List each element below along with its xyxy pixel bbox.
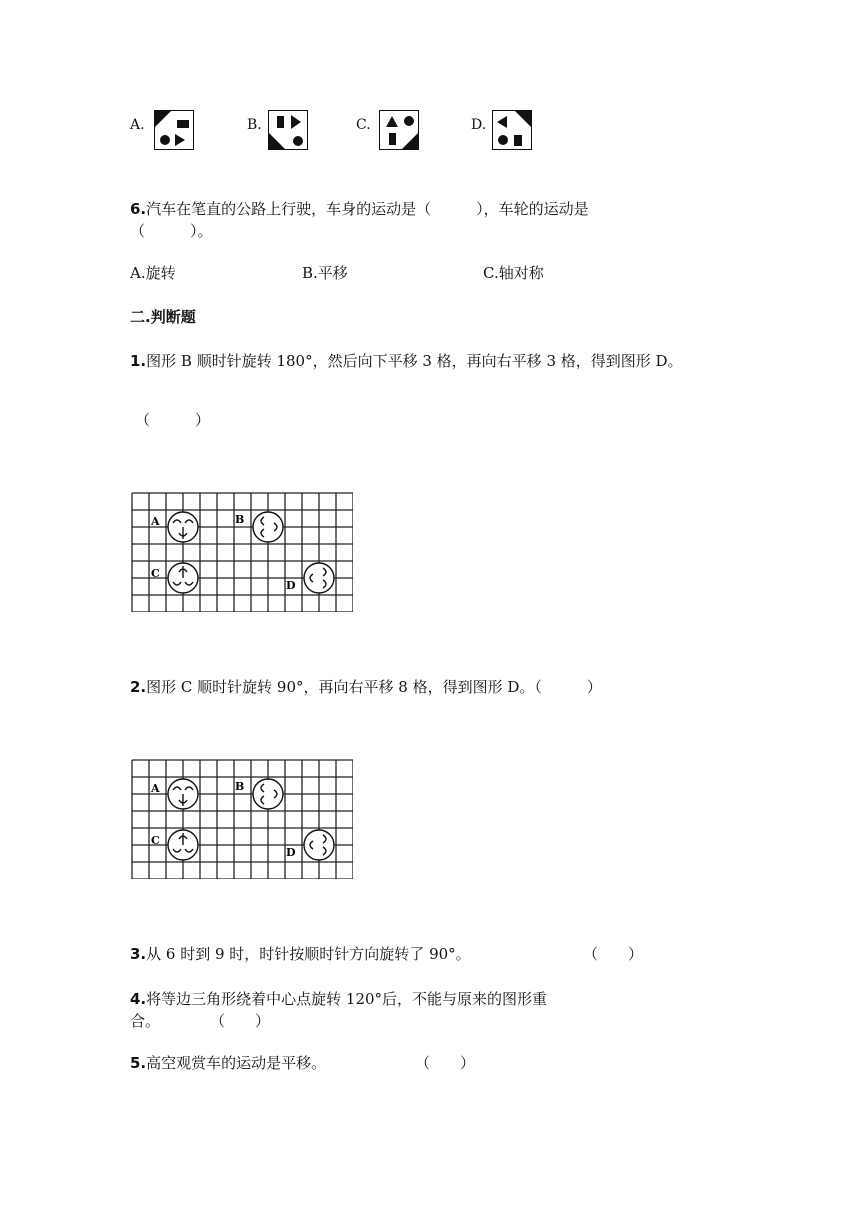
- grid2-label-a: A: [151, 782, 160, 795]
- grid1-label-d: D: [286, 579, 296, 592]
- q6-text-line1: 汽车在笔直的公路上行驶，车身的运动是（ ），车轮的运动是: [146, 200, 589, 218]
- judge-5: [130, 1052, 326, 1074]
- judge-3: [130, 943, 471, 965]
- option-a-label: A.: [130, 117, 145, 133]
- grid2-label-c: C: [151, 834, 160, 847]
- section-title: 二.判断题: [130, 308, 196, 326]
- option-a-figure: [154, 110, 194, 150]
- q6-text-line2: （ ）。: [130, 222, 213, 240]
- judge-5-blank: （ ）: [415, 1054, 476, 1072]
- option-b-figure: [268, 110, 308, 150]
- judge-5-number: 5.: [130, 1054, 147, 1072]
- judge-5-text: 高空观赏车的运动是平移。: [146, 1054, 327, 1072]
- option-c-label: C.: [356, 117, 371, 133]
- face-figure-d: [304, 830, 334, 860]
- q6-number: 6.: [130, 200, 147, 218]
- q6-option-b: B.平移: [302, 264, 348, 282]
- option-d-figure: [492, 110, 532, 150]
- grid2-label-b: B: [235, 780, 245, 793]
- grid-figure-2: [131, 759, 353, 879]
- option-b-label: B.: [247, 117, 262, 133]
- face-figure-b: [253, 779, 283, 809]
- q6-line1: [130, 198, 589, 220]
- judge-3-blank: （ ）: [583, 945, 644, 963]
- option-c-figure: [379, 110, 419, 150]
- face-figure-b: [253, 512, 283, 542]
- judge-4-text2: 合。: [130, 1012, 161, 1030]
- q6-option-a: A.旋转: [130, 264, 176, 282]
- option-d-label: D.: [471, 117, 487, 133]
- judge-2-text: 图形 C 顺时针旋转 90°，再向右平移 8 格，得到图形 D。（ ）: [146, 678, 602, 696]
- judge-4-blank: （ ）: [210, 1012, 271, 1030]
- judge-2-number: 2.: [130, 678, 147, 696]
- judge-1-text: 图形 B 顺时针旋转 180°，然后向下平移 3 格，再向右平移 3 格，得到图形 D。: [146, 352, 683, 370]
- judge-1: [130, 350, 683, 372]
- face-figure-d: [304, 563, 334, 593]
- judge-1-number: 1.: [130, 352, 147, 370]
- judge-3-text: 从 6 时到 9 时，时针按顺时针方向旋转了 90°。: [146, 945, 471, 963]
- judge-4-line2: [130, 1010, 270, 1032]
- grid1-label-c: C: [151, 567, 160, 580]
- judge-4-number: 4.: [130, 990, 147, 1008]
- q6-option-c: C.轴对称: [483, 264, 544, 282]
- judge-3-number: 3.: [130, 945, 147, 963]
- judge-4: [130, 988, 547, 1010]
- grid2-label-d: D: [286, 846, 296, 859]
- judge-2: [130, 676, 602, 698]
- grid1-label-a: A: [151, 515, 160, 528]
- judge-1-blank: （ ）: [135, 411, 211, 429]
- grid-figure-1: [131, 492, 353, 612]
- judge-4-text: 将等边三角形绕着中心点旋转 120°后，不能与原来的图形重: [146, 990, 548, 1008]
- grid1-label-b: B: [235, 513, 245, 526]
